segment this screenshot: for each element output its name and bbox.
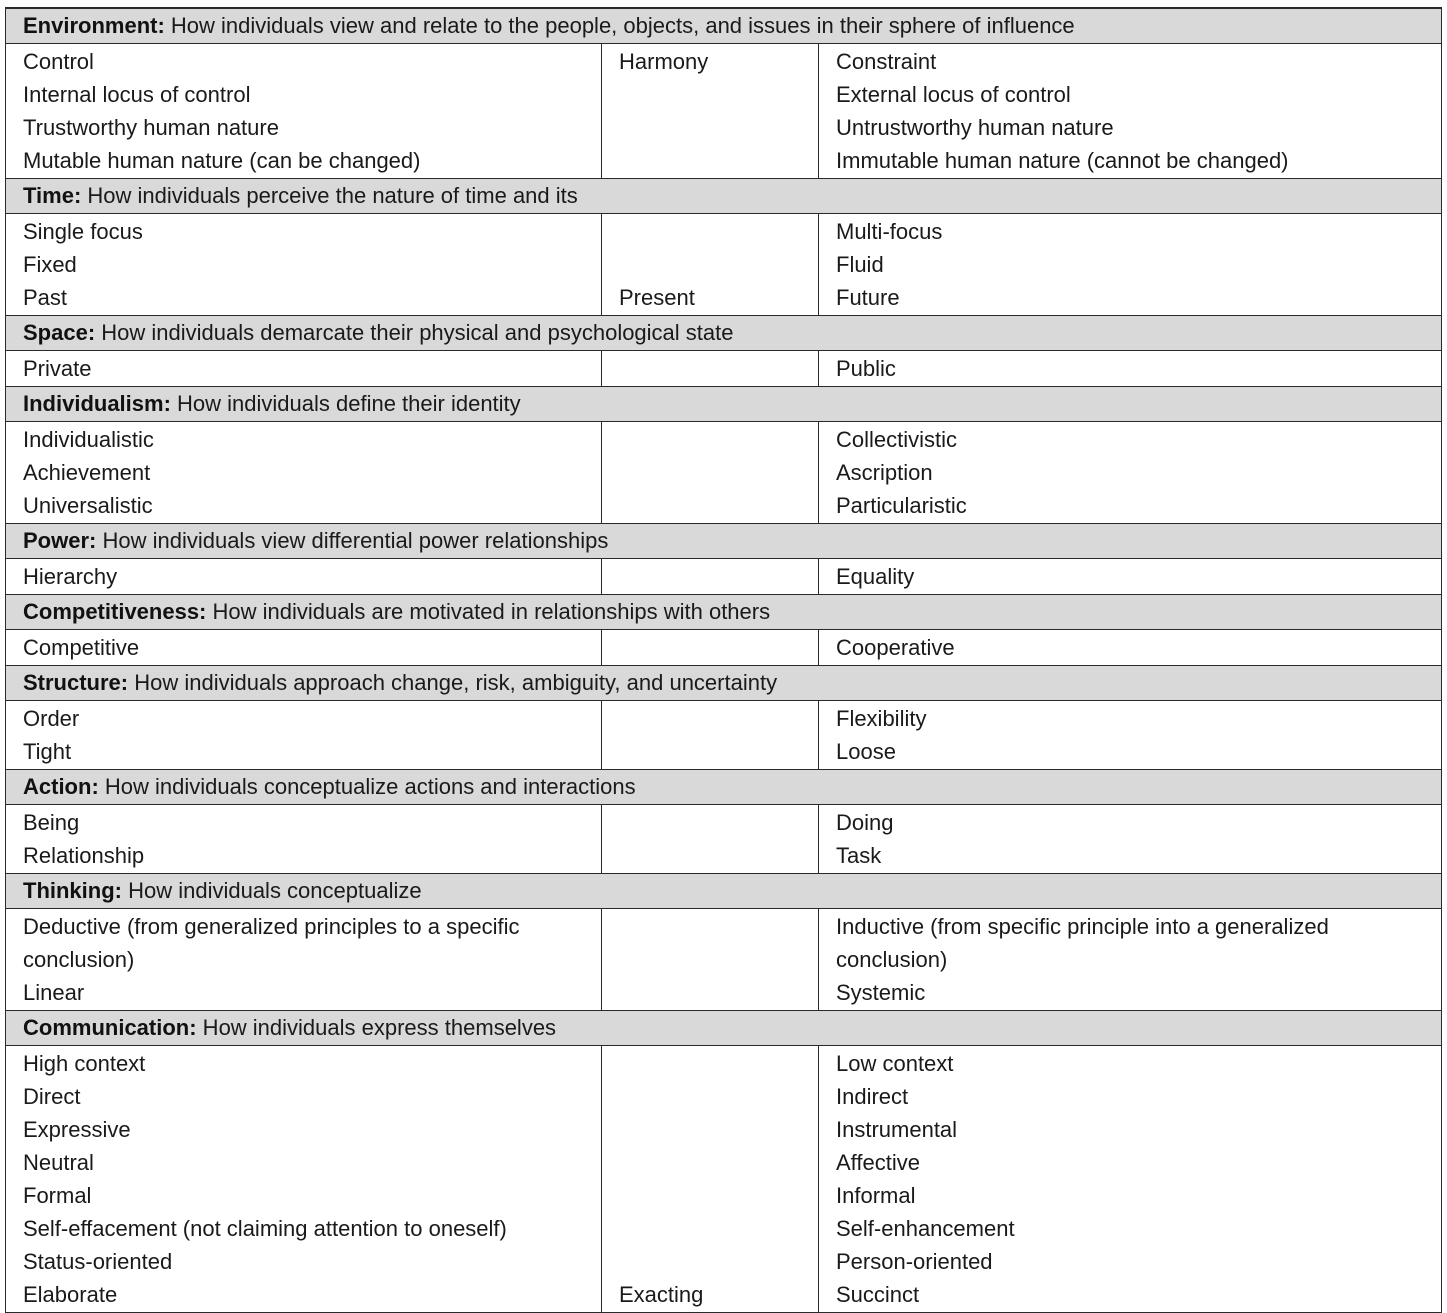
- section-description: How individuals view differential power relationships: [96, 528, 609, 553]
- cell-middle: [602, 44, 819, 179]
- cell-line: Public: [836, 356, 896, 381]
- section-header-row: [6, 524, 1442, 559]
- section-header-row: [6, 8, 1442, 44]
- cell-line: Achievement: [23, 460, 151, 485]
- cell-right: [819, 701, 1442, 770]
- cell-line: Immutable human nature (cannot be changed): [836, 148, 1289, 173]
- cell-line: Succinct: [836, 1282, 920, 1307]
- cell-line: Elaborate: [23, 1282, 118, 1307]
- section-category: Thinking:: [23, 878, 122, 903]
- section-content-row: [6, 214, 1442, 316]
- table-body: [6, 8, 1442, 1313]
- section-category: Competitiveness:: [23, 599, 207, 624]
- section-description: How individuals conceptualize actions and interactions: [98, 774, 636, 799]
- cell-left: [6, 909, 602, 1011]
- section-content-row: [6, 351, 1442, 387]
- cell-line: Cooperative: [836, 635, 955, 660]
- section-description: How individuals view and relate to the people, objects, and issues in their sphere of influence: [164, 13, 1075, 38]
- cell-middle: [602, 1046, 819, 1313]
- cell-line: Future: [836, 285, 900, 310]
- cell-line: Instrumental: [836, 1117, 958, 1142]
- section-content-row: [6, 422, 1442, 524]
- cell-line: Single focus: [23, 219, 143, 244]
- cell-line: Flexibility: [836, 706, 927, 731]
- section-category: Individualism:: [23, 391, 171, 416]
- cell-left: [6, 44, 602, 179]
- section-content-row: [6, 909, 1442, 1011]
- cell-line: Private: [23, 356, 92, 381]
- cell-right: [819, 805, 1442, 874]
- cell-right: [819, 351, 1442, 387]
- cell-line: Neutral: [23, 1150, 94, 1175]
- cell-line: Person-oriented: [836, 1249, 993, 1274]
- cell-line: Hierarchy: [23, 564, 118, 589]
- cell-line: conclusion): [23, 947, 135, 972]
- cell-line: Constraint: [836, 49, 937, 74]
- section-header: [6, 179, 1442, 214]
- section-header: [6, 666, 1442, 701]
- cell-line: Direct: [23, 1084, 81, 1109]
- cell-line: [619, 1047, 818, 1080]
- section-content-row: [6, 1046, 1442, 1313]
- section-header: [6, 524, 1442, 559]
- section-header: [6, 1011, 1442, 1046]
- section-category: Action:: [23, 774, 99, 799]
- section-header-row: [6, 316, 1442, 351]
- section-category: Communication:: [23, 1015, 197, 1040]
- cell-line: conclusion): [836, 947, 948, 972]
- section-header: [6, 770, 1442, 805]
- cell-line: [619, 1212, 818, 1245]
- section-description: How individuals define their identity: [170, 391, 521, 416]
- cell-right: [819, 559, 1442, 595]
- cell-line: Individualistic: [23, 427, 154, 452]
- cell-line: Equality: [836, 564, 915, 589]
- cell-line: [619, 1179, 818, 1212]
- cell-line: Self-enhancement: [836, 1216, 1015, 1241]
- section-header-row: [6, 874, 1442, 909]
- section-header-row: [6, 666, 1442, 701]
- section-header: [6, 316, 1442, 351]
- cell-line: Tight: [23, 739, 72, 764]
- cell-middle: [602, 909, 819, 1011]
- cell-left: [6, 701, 602, 770]
- cell-line: Collectivistic: [836, 427, 958, 452]
- cell-line: Doing: [836, 810, 894, 835]
- section-content-row: [6, 559, 1442, 595]
- section-description: How individuals are motivated in relationships with others: [206, 599, 771, 624]
- cell-line: Fluid: [836, 252, 884, 277]
- cell-middle: [602, 805, 819, 874]
- section-content-row: [6, 805, 1442, 874]
- cell-left: [6, 351, 602, 387]
- cell-right: [819, 909, 1442, 1011]
- section-content-row: [6, 701, 1442, 770]
- cell-line: Expressive: [23, 1117, 131, 1142]
- cell-line: Informal: [836, 1183, 916, 1208]
- cell-line: Harmony: [619, 49, 709, 74]
- cell-line: External locus of control: [836, 82, 1071, 107]
- cell-line: Untrustworthy human nature: [836, 115, 1114, 140]
- cell-line: Low context: [836, 1051, 954, 1076]
- section-category: Structure:: [23, 670, 129, 695]
- cell-line: [619, 1245, 818, 1278]
- cell-line: Being: [23, 810, 80, 835]
- section-content-row: [6, 630, 1442, 666]
- cell-line: Indirect: [836, 1084, 909, 1109]
- section-header-row: [6, 387, 1442, 422]
- section-header-row: [6, 179, 1442, 214]
- cell-middle: [602, 214, 819, 316]
- cultural-orientations-table: [5, 7, 1442, 1313]
- cell-line: Particularistic: [836, 493, 967, 518]
- cell-line: Exacting: [619, 1282, 704, 1307]
- section-description: How individuals approach change, risk, ambiguity, and uncertainty: [128, 670, 778, 695]
- cell-right: [819, 214, 1442, 316]
- cell-line: High context: [23, 1051, 146, 1076]
- cell-middle: [602, 422, 819, 524]
- cell-line: [619, 248, 818, 281]
- cell-line: Multi-focus: [836, 219, 943, 244]
- cell-line: Control: [23, 49, 94, 74]
- cell-left: [6, 559, 602, 595]
- cell-right: [819, 44, 1442, 179]
- cell-line: Ascription: [836, 460, 933, 485]
- cell-line: [619, 215, 818, 248]
- cell-line: Competitive: [23, 635, 140, 660]
- section-category: Time:: [23, 183, 82, 208]
- cell-line: Status-oriented: [23, 1249, 173, 1274]
- cell-line: Loose: [836, 739, 896, 764]
- section-description: How individuals express themselves: [196, 1015, 557, 1040]
- cell-middle: [602, 559, 819, 595]
- section-description: How individuals conceptualize: [121, 878, 422, 903]
- section-header-row: [6, 1011, 1442, 1046]
- section-header: [6, 8, 1442, 44]
- cell-line: Systemic: [836, 980, 926, 1005]
- cell-line: Inductive (from specific principle into a generalized: [836, 914, 1329, 939]
- cell-middle: [602, 630, 819, 666]
- section-header-row: [6, 770, 1442, 805]
- cell-line: [619, 1080, 818, 1113]
- cell-line: Formal: [23, 1183, 92, 1208]
- cell-line: Relationship: [23, 843, 145, 868]
- section-category: Power:: [23, 528, 97, 553]
- section-description: How individuals demarcate their physical and psychological state: [95, 320, 734, 345]
- cell-line: [619, 1146, 818, 1179]
- cell-line: Deductive (from generalized principles to a specific: [23, 914, 520, 939]
- cell-middle: [602, 351, 819, 387]
- section-header: [6, 387, 1442, 422]
- section-category: Environment:: [23, 13, 165, 38]
- cell-line: Fixed: [23, 252, 77, 277]
- section-header-row: [6, 595, 1442, 630]
- cell-left: [6, 1046, 602, 1313]
- cell-middle: [602, 701, 819, 770]
- cell-right: [819, 422, 1442, 524]
- section-header: [6, 595, 1442, 630]
- cell-line: Affective: [836, 1150, 920, 1175]
- section-category: Space:: [23, 320, 96, 345]
- section-description: How individuals perceive the nature of time and its: [81, 183, 578, 208]
- cell-line: [619, 1113, 818, 1146]
- cell-line: Linear: [23, 980, 85, 1005]
- cell-right: [819, 1046, 1442, 1313]
- cell-left: [6, 214, 602, 316]
- cell-left: [6, 422, 602, 524]
- cell-right: [819, 630, 1442, 666]
- section-content-row: [6, 44, 1442, 179]
- cell-line: Internal locus of control: [23, 82, 251, 107]
- cell-line: Order: [23, 706, 80, 731]
- cell-line: Past: [23, 285, 68, 310]
- cell-line: Self-effacement (not claiming attention to oneself): [23, 1216, 507, 1241]
- section-header: [6, 874, 1442, 909]
- cell-line: Mutable human nature (can be changed): [23, 148, 421, 173]
- cell-left: [6, 805, 602, 874]
- cell-line: Trustworthy human nature: [23, 115, 279, 140]
- cell-left: [6, 630, 602, 666]
- cell-line: Present: [619, 285, 695, 310]
- cell-line: Task: [836, 843, 882, 868]
- cell-line: Universalistic: [23, 493, 153, 518]
